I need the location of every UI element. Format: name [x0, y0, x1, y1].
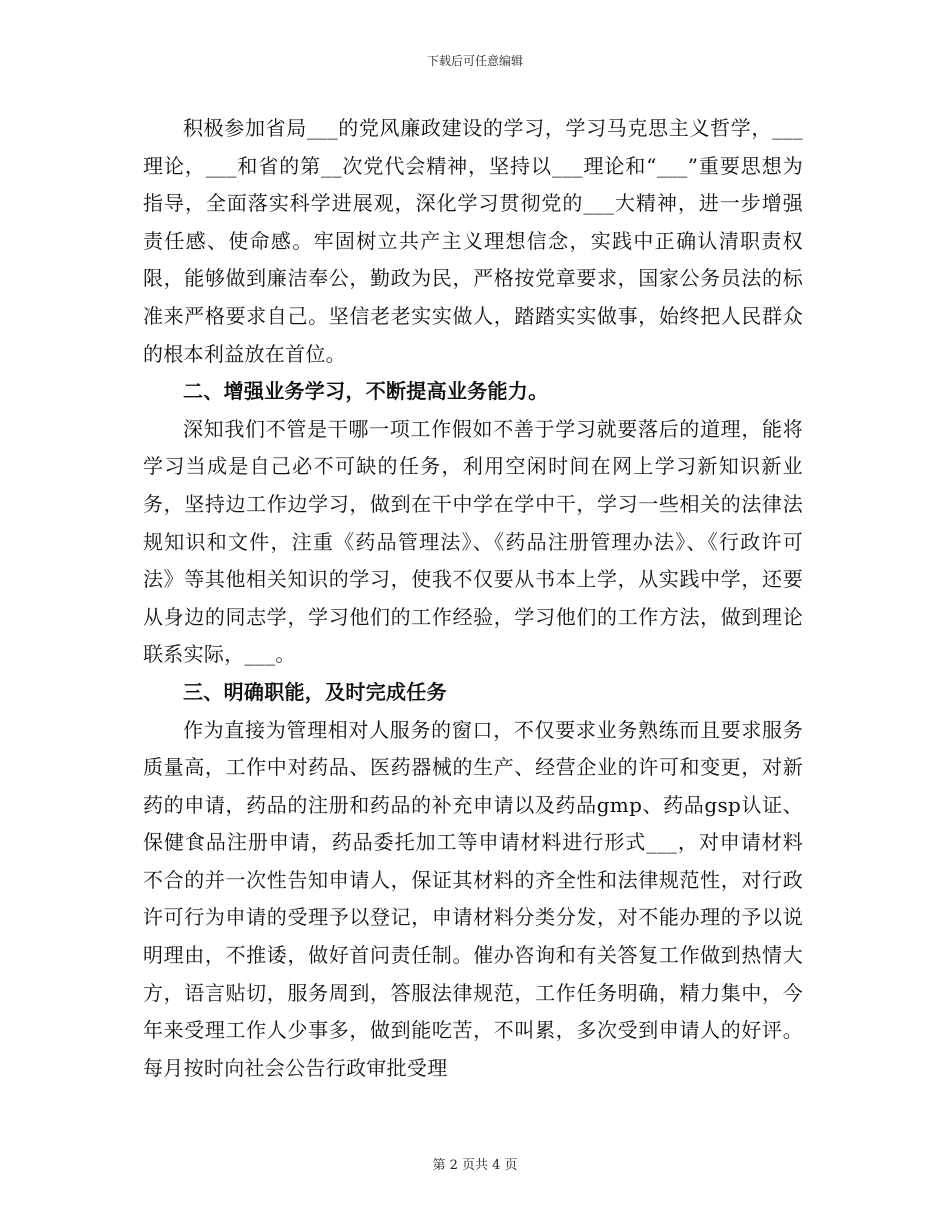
- paragraph-business-study: 深知我们不管是干哪一项工作假如不善于学习就要落后的道理，能将学习当成是自己必不可缺的任务，利用空闲时间在网上学习新知识新业务，坚持边工作边学习，做到在干中学在学中干，学习一些相关的法律法规知识和文件，注重《药品管理法》、《药品注册管理办法》、《行政许可法》等其他相关知识的学习，使我不仅要从书本上学，从实践中学，还要从身边的同志学，学习他们的工作经验，学习他们的工作方法，做到理论联系实际，___。: [143, 416, 803, 667]
- paragraph-duties: 作为直接为管理相对人服务的窗口，不仅要求业务熟练而且要求服务质量高，工作中对药品、医药器械的生产、经营企业的许可和变更，对新药的申请，药品的注册和药品的补充申请以及药品gmp、药品gsp认证、保健食品注册申请，药品委托加工等申请材料进行形式___，对申请材料不合的并一次性告知申请人，保证其材料的齐全性和法律规范性，对行政许可行为申请的受理予以登记，申请材料分类分发，对不能办理的予以说明理由，不推诿，做好首问责任制。催办咨询和有关答复工作做到热情大方，语言贴切，服务周到，答服法律规范，工作任务明确，精力集中，今年来受理工作人少事多，做到能吃苦，不叫累，多次受到申请人的好评。每月按时向社会公告行政审批受理: [143, 717, 803, 1080]
- paragraph-party-study: 积极参加省局___的党风廉政建设的学习，学习马克思主义哲学，___理论，___和省的第__次党代会精神，坚持以___理论和“___”重要思想为指导，全面落实科学进展观，深化学习贯彻党的___大精神，进一步增强责任感、使命感。牢固树立共产主义理想信念，实践中正确认清职责权限，能够做到廉洁奉公，勤政为民，严格按党章要求，国家公务员法的标准来严格要求自己。坚信老老实实做人，踏踏实实做事，始终把人民群众的根本利益放在首位。: [143, 116, 803, 366]
- section-heading-duties: 三、明确职能，及时完成任务: [183, 679, 447, 704]
- page-header: 下载后可任意编辑: [426, 54, 523, 68]
- section-heading-business-study: 二、增强业务学习，不断提高业务能力。: [183, 379, 549, 404]
- page-number: 第 2 页共 4 页: [432, 1158, 518, 1173]
- document-body: [143, 110, 803, 1087]
